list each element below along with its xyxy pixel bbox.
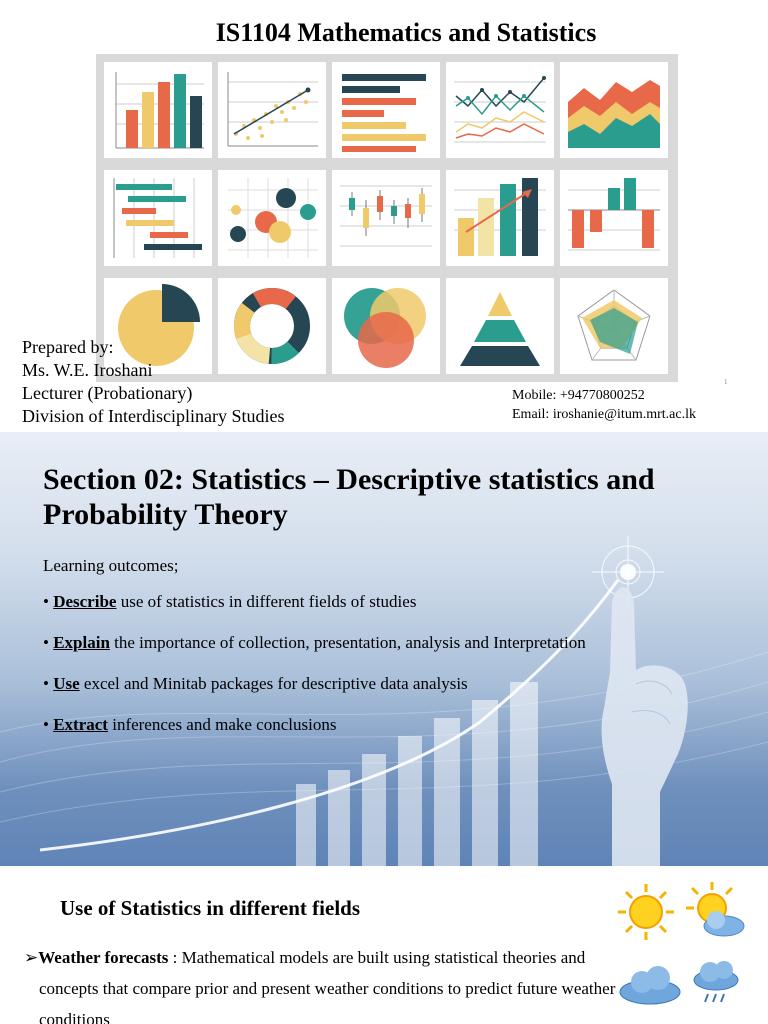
author-name: Ms. W.E. Iroshani [22, 360, 153, 380]
title-slide [0, 0, 768, 432]
trend-bar-chart-icon [446, 170, 554, 266]
item-text: use of statistics in different fields of studies [120, 592, 417, 611]
item-keyword: Use [53, 674, 80, 693]
author-division: Division of Interdisciplinary Studies [22, 406, 285, 426]
email-address: Email: iroshanie@itum.mrt.ac.lk [512, 407, 696, 422]
radar-chart-icon [560, 278, 668, 374]
waterfall-chart-icon [560, 170, 668, 266]
author-info [22, 336, 284, 428]
learning-outcomes-label: Learning outcomes; [43, 556, 179, 575]
section-slide [0, 432, 768, 866]
scatter-plot-icon [218, 62, 326, 158]
line-chart-icon [446, 62, 554, 158]
area-chart-icon [560, 62, 668, 158]
author-position: Lecturer (Probationary) [22, 383, 193, 403]
item-text: excel and Minitab packages for descriptive data analysis [83, 674, 468, 693]
section-title: Section 02: Statistics – Descriptive statistics and Probability Theory [43, 463, 655, 531]
list-item [43, 633, 586, 674]
item-text: the importance of collection, presentation, analysis and Interpretation [114, 633, 586, 652]
page-number: 1 [724, 378, 728, 386]
bubble-chart-icon [218, 170, 326, 266]
learning-outcomes-list [43, 592, 586, 756]
paragraph-line: : Mathematical models are built using statistical theories and [172, 948, 586, 967]
sun-icon [618, 884, 674, 940]
list-item [43, 592, 586, 633]
bullet: • [43, 633, 49, 652]
item-keyword: Describe [53, 592, 117, 611]
item-keyword: Explain [53, 633, 110, 652]
content-slide [0, 866, 768, 1024]
sun-cloud-icon [686, 882, 744, 936]
venn-diagram-icon [332, 278, 440, 374]
weather-forecast-paragraph [24, 942, 704, 1024]
bar-chart-icon [104, 62, 212, 158]
bullet: • [43, 592, 49, 611]
list-item [43, 674, 586, 715]
gantt-chart-icon [104, 170, 212, 266]
item-keyword: Extract [53, 715, 108, 734]
horizontal-bar-chart-icon [332, 62, 440, 158]
contact-info [512, 386, 696, 424]
pyramid-chart-icon [446, 278, 554, 374]
arrow-bullet-icon: ➢ [24, 948, 39, 967]
prepared-by-label: Prepared by: [22, 337, 114, 357]
bullet: • [43, 715, 49, 734]
slide-title: Use of Statistics in different fields [60, 896, 360, 920]
list-item [43, 715, 586, 756]
item-text: inferences and make conclusions [112, 715, 337, 734]
mobile-number: Mobile: +94770800252 [512, 388, 645, 403]
chart-icon-grid [96, 54, 678, 382]
paragraph-line: concepts that compare prior and present weather conditions to predict future weather [39, 979, 616, 998]
bullet: • [43, 674, 49, 693]
paragraph-line: conditions [39, 1010, 110, 1024]
course-title: IS1104 Mathematics and Statistics [215, 18, 597, 47]
topic-keyword: Weather forecasts [38, 948, 169, 967]
candlestick-chart-icon [332, 170, 440, 266]
